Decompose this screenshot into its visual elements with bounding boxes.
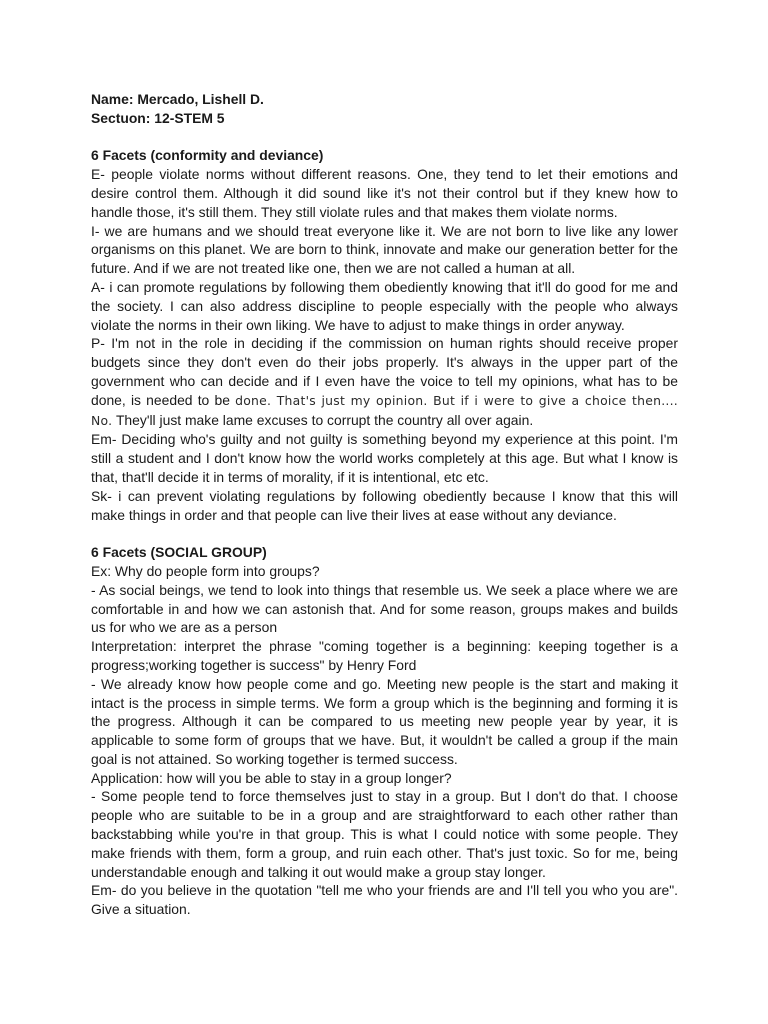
answer-interpretation: - We already know how people come and go. Meeting new people is the start and making it intact is the process in simple terms. We form a group which is the beginning and forming it is the progress. Although it can be compared to us meeting new people year by year, it is applicable to some form of groups that we have. But, it wouldn't be called a group if the main goal is not attained. So working together is termed success. xyxy=(91,675,678,767)
paragraph-sk: Sk- i can prevent violating regulations by following obediently because I know that this will make things in order and that people can live their lives at ease without any deviance. xyxy=(91,487,678,523)
paragraph-p-part1: P- I'm not in the role in deciding if the commission on human rights should receive proper budgets since they don't even do their jobs properly. It's always in the upper part of the government who can decide and if I even have the voice to tell my opinions, what has to be done, is needed to be xyxy=(91,335,678,408)
paragraph-i: I- we are humans and we should treat everyone like it. We are not born to live like any lower organisms on this planet. We are born to think, innovate and make our generation better for the future. And if we are not treated like one, then we are not called a human at all. xyxy=(91,222,678,277)
document-body xyxy=(91,90,678,919)
section-title-conformity: 6 Facets (conformity and deviance) xyxy=(91,147,324,164)
spacer xyxy=(91,128,678,147)
answer-ex: - As social beings, we tend to look into things that resemble us. We seek a place where we are comfortable in and how we can astonish that. And for some reason, groups makes and builds us for who we are as a person xyxy=(91,581,678,636)
question-em: Em- do you believe in the quotation "tell me who your friends are and I'll tell you who you are". Give a situation. xyxy=(91,882,678,918)
paragraph-e: E- people violate norms without different reasons. One, they tend to let their emotions and desire control them. Although it did sound like it's not their control but if they knew how to handle those, it's still them. They still violate rules and that makes them violate norms. xyxy=(91,166,678,220)
paragraph-p xyxy=(91,334,678,430)
question-interpretation: Interpretation: interpret the phrase "coming together is a beginning: keeping together is a progress;working together is success" by Henry Ford xyxy=(91,638,678,673)
paragraph-em: Em- Deciding who's guilty and not guilty is something beyond my experience at this point. I'm still a student and I don't know how the world works completely at this age. But what I know is that, that'll decide it in terms of morality, if it is intentional, etc etc. xyxy=(91,431,678,485)
spacer xyxy=(91,524,678,543)
paragraph-a: A- i can promote regulations by following them obediently knowing that it'll do good for me and the society. I can also address discipline to people especially with the people who always violate the norms in their own liking. We have to adjust to make things in order anyway. xyxy=(91,278,678,333)
question-application: Application: how will you be able to stay in a group longer? xyxy=(91,769,452,786)
section-title-social-group: 6 Facets (SOCIAL GROUP) xyxy=(91,544,267,561)
paragraph-p-part3: They'll just make lame excuses to corrupt the country all over again. xyxy=(115,411,534,428)
paragraph-p-part2: done. That's just my opinion. But if i were to give a choice then.... No. xyxy=(91,392,678,428)
student-section: Sectuon: 12-STEM 5 xyxy=(91,109,225,126)
answer-application: - Some people tend to force themselves just to stay in a group. But I don't do that. I choose people who are suitable to be in a group and are straightforward to each other rather than backstabbing while you're in that group. This is what I could notice with some people. They make friends with them, form a group, and ruin each other. That's just toxic. So for me, being understandable enough and talking it out would make a group stay longer. xyxy=(91,788,678,880)
question-ex: Ex: Why do people form into groups? xyxy=(91,562,320,579)
student-name: Name: Mercado, Lishell D. xyxy=(91,91,264,107)
